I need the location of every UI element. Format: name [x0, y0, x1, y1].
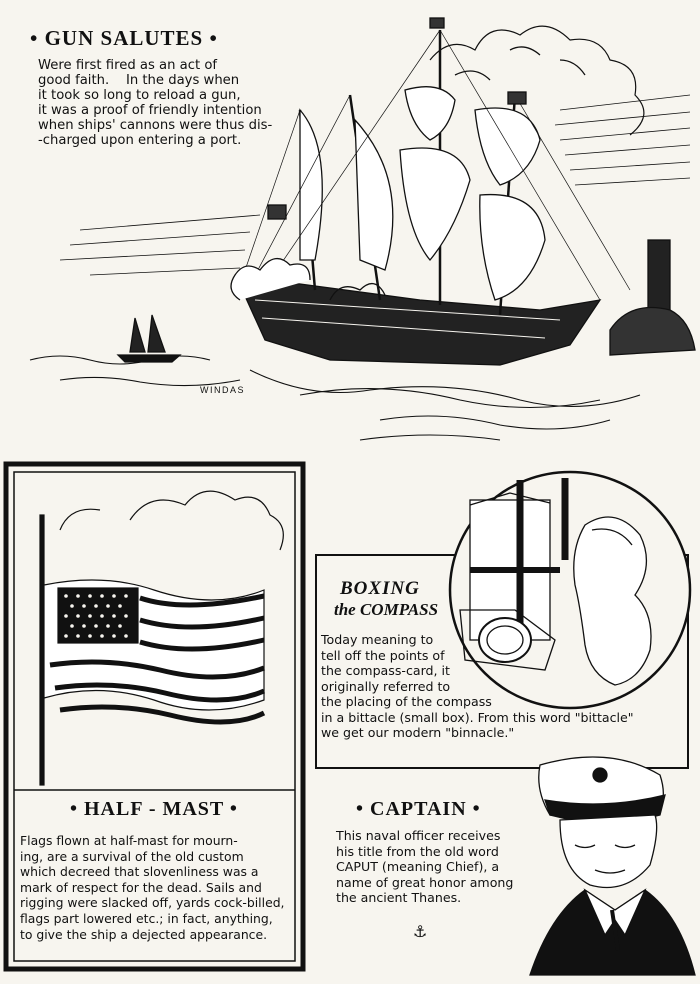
captain-portrait-illustration: [530, 757, 695, 975]
captain-title: • CAPTAIN •: [356, 798, 481, 820]
gun-salutes-body: Were first fired as an act of good faith. In the days when it took so long to reload a gun, it was a proof of friendly intention when ships' cannons were thus dis- -charged upon entering a port.: [38, 58, 273, 148]
gun-salutes-title: • GUN SALUTES •: [30, 26, 218, 50]
captain-body: This naval officer receives his title from the old word CAPUT (meaning Chief), a name of great honor among the ancient Thanes.: [336, 828, 514, 906]
boxing-title-line1: BOXING: [340, 578, 420, 599]
boxing-body: Today meaning to tell off the points of the compass-card, it originally referred to the placing of the compass in a bittacle (small box). From this word "bittacle" we get our modern "binnacle.": [321, 632, 634, 740]
anchor-icon: ⚓: [413, 922, 428, 941]
artist-signature: WINDAS: [200, 385, 245, 395]
boxing-title-line2: the COMPASS: [334, 600, 439, 619]
half-mast-flag-illustration: [40, 491, 283, 785]
half-mast-body: Flags flown at half-mast for mourn- ing, are a survival of the old custom which decreed that slovenliness was a mark of respect for the dead. Sails and rigging were slacked off, yards cock-billed, flags part lowered etc.; in fact, anything, to give the ship a dejected appearance.: [20, 833, 285, 942]
half-mast-title: • HALF - MAST •: [70, 798, 238, 820]
